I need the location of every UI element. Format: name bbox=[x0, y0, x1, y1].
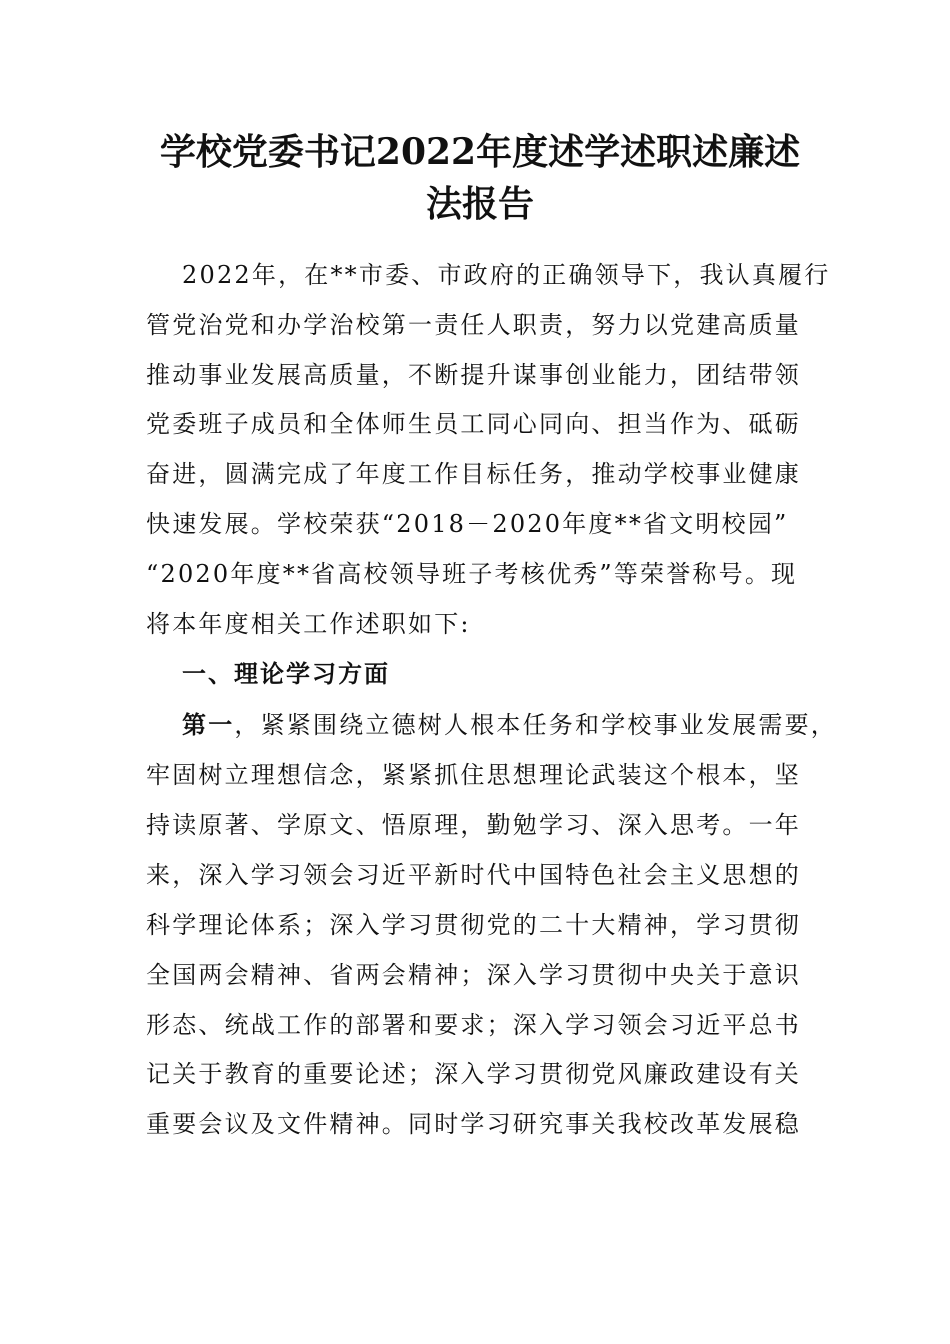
section-heading: 一、理论学习方面 bbox=[182, 660, 390, 688]
paragraph-line: 形态、统战工作的部署和要求；深入学习领会习近平总书 bbox=[146, 1011, 801, 1039]
intro-line: 党委班子成员和全体师生员工同心同向、担当作为、砥砺 bbox=[146, 410, 801, 438]
intro-line: 奋进，圆满完成了年度工作目标任务，推动学校事业健康 bbox=[146, 460, 801, 488]
intro-line: “2020年度**省高校领导班子考核优秀”等荣誉称号。现 bbox=[146, 560, 798, 588]
document-title-line-1: 学校党委书记2022年度述学述职述廉述 bbox=[159, 131, 801, 173]
paragraph-first-line-text: ，紧紧围绕立德树人根本任务和学校事业发展需要， bbox=[234, 711, 838, 739]
document-title-line-2: 法报告 bbox=[425, 183, 534, 225]
paragraph-line: 记关于教育的重要论述；深入学习贯彻党风廉政建设有关 bbox=[146, 1060, 801, 1088]
paragraph-line: 持读原著、学原文、悟原理，勤勉学习、深入思考。一年 bbox=[146, 811, 801, 839]
intro-line: 管党治党和办学治校第一责任人职责，努力以党建高质量 bbox=[146, 311, 801, 339]
paragraph-line: 重要会议及文件精神。同时学习研究事关我校改革发展稳 bbox=[146, 1110, 801, 1138]
intro-line: 快速发展。学校荣获“2018－2020年度**省文明校园” bbox=[146, 510, 789, 538]
paragraph-first-line bbox=[182, 707, 862, 743]
paragraph-lead: 第一 bbox=[182, 711, 235, 739]
intro-line: 推动事业发展高质量，不断提升谋事创业能力，团结带领 bbox=[146, 361, 801, 389]
intro-line: 2022年，在**市委、市政府的正确领导下，我认真履行 bbox=[182, 261, 831, 289]
paragraph-line: 科学理论体系；深入学习贯彻党的二十大精神，学习贯彻 bbox=[146, 911, 801, 939]
paragraph-line: 牢固树立理想信念，紧紧抓住思想理论武装这个根本，坚 bbox=[146, 761, 801, 789]
paragraph-line: 全国两会精神、省两会精神；深入学习贯彻中央关于意识 bbox=[146, 961, 801, 989]
paragraph-line: 来，深入学习领会习近平新时代中国特色社会主义思想的 bbox=[146, 861, 801, 889]
intro-line: 将本年度相关工作述职如下: bbox=[146, 610, 471, 638]
